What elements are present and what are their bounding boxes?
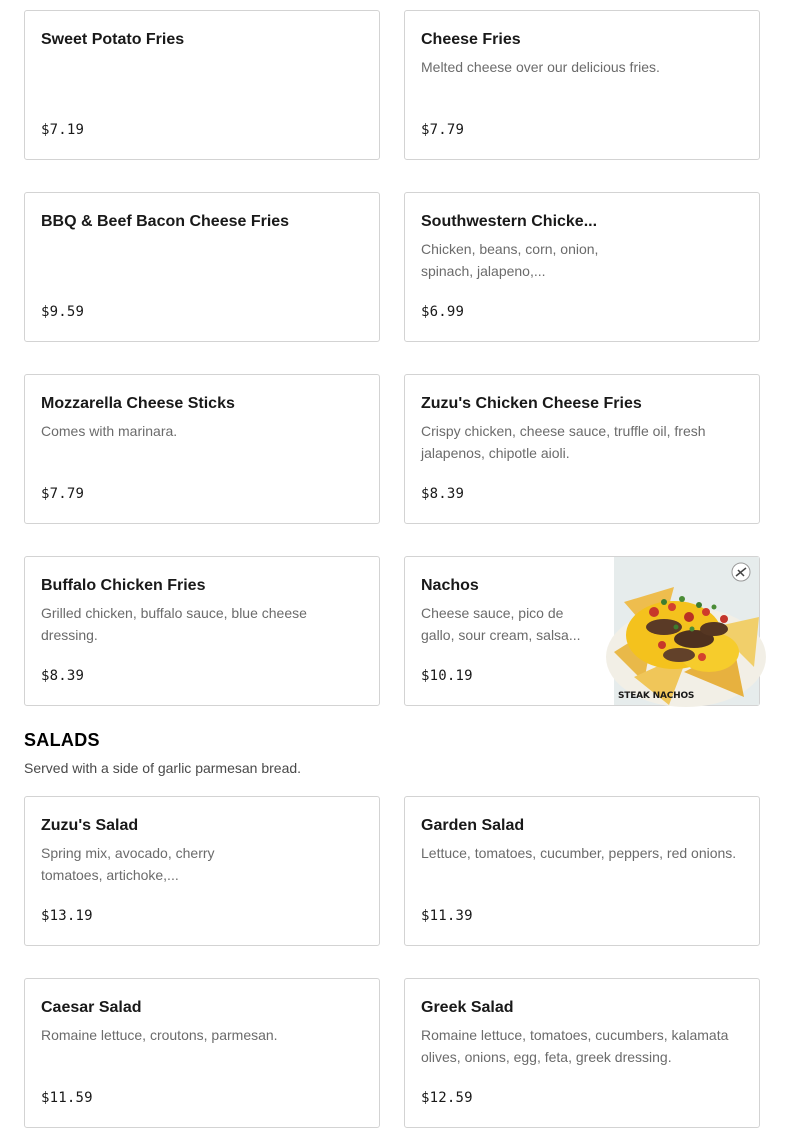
menu-item-card[interactable] — [24, 192, 380, 342]
item-name: Nachos — [421, 577, 479, 594]
item-description: Grilled chicken, buffalo sauce, blue cheese dressing. — [41, 605, 307, 643]
item-price: $9.59 — [41, 304, 85, 320]
item-price: $11.59 — [41, 1090, 93, 1106]
menu-row — [24, 978, 761, 1128]
item-description: Comes with marinara. — [41, 423, 178, 439]
menu-item-card[interactable] — [24, 978, 380, 1128]
item-name: Southwestern Chicke... — [421, 213, 598, 230]
menu-row — [24, 10, 761, 160]
item-name: Zuzu's Salad — [41, 817, 139, 834]
item-name: Mozzarella Cheese Sticks — [41, 395, 235, 412]
item-name: Sweet Potato Fries — [41, 31, 185, 48]
item-description: Crispy chicken, cheese sauce, truffle oil, fresh jalapenos, chipotle aioli. — [421, 423, 706, 461]
menu-item-card[interactable] — [24, 10, 380, 160]
item-price: $7.79 — [421, 122, 465, 138]
item-name: Buffalo Chicken Fries — [41, 577, 206, 594]
item-price: $8.39 — [421, 486, 465, 502]
item-price: $12.59 — [421, 1090, 473, 1106]
item-name: Cheese Fries — [421, 31, 521, 48]
menu-item-card[interactable] — [404, 10, 760, 160]
item-description: Spring mix, avocado, cherry tomatoes, artichoke,... — [41, 845, 215, 883]
item-price: $6.99 — [421, 304, 465, 320]
item-price: $8.39 — [41, 668, 85, 684]
menu-item-card[interactable] — [404, 978, 760, 1128]
item-price: $7.19 — [41, 122, 85, 138]
menu-item-card[interactable] — [24, 796, 380, 946]
nachos-photo-illustration — [614, 557, 759, 705]
item-name: Garden Salad — [421, 817, 525, 834]
item-description: Romaine lettuce, tomatoes, cucumbers, kalamata olives, onions, egg, feta, greek dressing. — [421, 1027, 729, 1065]
item-name: BBQ & Beef Bacon Cheese Fries — [41, 213, 290, 230]
menu-item-card[interactable] — [404, 192, 760, 342]
item-price: $10.19 — [421, 668, 473, 684]
item-price: $13.19 — [41, 908, 93, 924]
menu-item-card[interactable] — [404, 374, 760, 524]
menu-row — [24, 374, 761, 524]
item-name: Caesar Salad — [41, 999, 142, 1016]
item-description: Chicken, beans, corn, onion, spinach, jalapeno,... — [421, 241, 599, 279]
item-description: Cheese sauce, pico de gallo, sour cream, salsa... — [421, 605, 581, 643]
menu-item-card[interactable] — [24, 374, 380, 524]
item-description: Romaine lettuce, croutons, parmesan. — [41, 1027, 278, 1043]
menu-item-card[interactable] — [404, 796, 760, 946]
menu-item-card[interactable] — [24, 556, 380, 706]
item-price: $11.39 — [421, 908, 473, 924]
item-description: Melted cheese over our delicious fries. — [421, 59, 660, 75]
item-price: $7.79 — [41, 486, 85, 502]
nachos-photo-caption: STEAK NACHOS — [618, 691, 695, 701]
section-description: Served with a side of garlic parmesan bread. — [24, 760, 302, 776]
menu-item-card[interactable] — [404, 556, 760, 706]
section-title-salads: SALADS — [24, 730, 100, 750]
item-name: Greek Salad — [421, 999, 514, 1016]
item-description: Lettuce, tomatoes, cucumber, peppers, red onions. — [421, 845, 737, 861]
nachos-photo — [614, 557, 759, 705]
menu-row — [24, 556, 761, 706]
menu-row — [24, 192, 761, 342]
item-name: Zuzu's Chicken Cheese Fries — [421, 395, 642, 412]
menu-row — [24, 796, 761, 946]
